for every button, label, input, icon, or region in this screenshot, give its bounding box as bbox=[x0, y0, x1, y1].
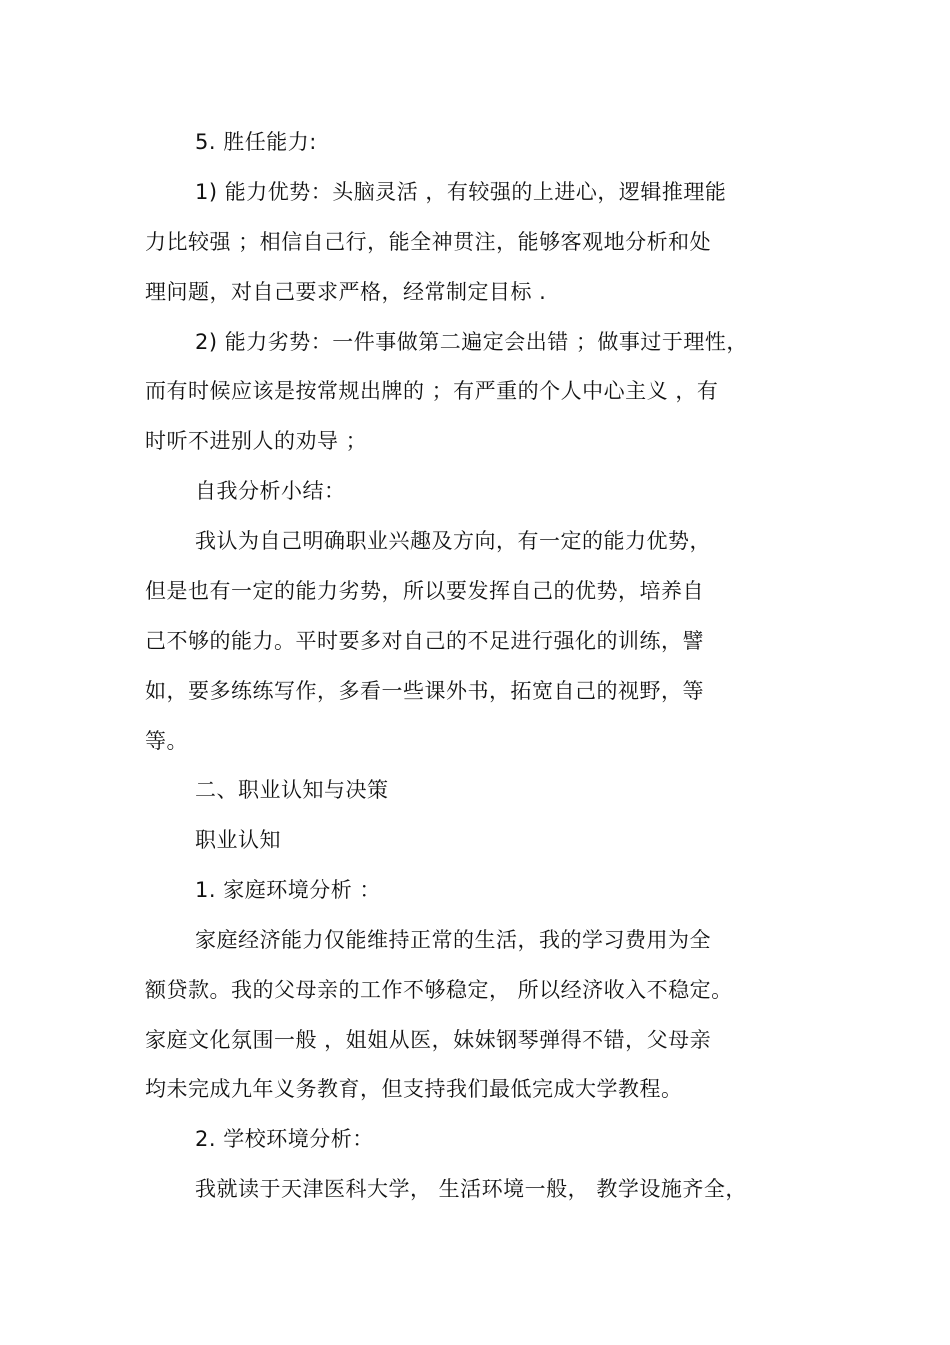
paragraph-line: 我就读于天津医科大学， 生活环境一般， 教学设施齐全， bbox=[195, 1177, 747, 1201]
subheading-self-analysis-summary: 自我分析小结： bbox=[195, 479, 346, 503]
subheading-school-environment: 2. 学校环境分析： bbox=[195, 1127, 374, 1151]
paragraph-line: 家庭经济能力仅能维持正常的生活，我的学习费用为全 bbox=[195, 928, 711, 952]
subheading-family-environment: 1. 家庭环境分析 ： bbox=[195, 878, 381, 902]
paragraph-line: 理问题，对自己要求严格，经常制定目标 . bbox=[145, 280, 547, 304]
paragraph-line: 我认为自己明确职业兴趣及方向，有一定的能力优势， bbox=[195, 529, 711, 553]
paragraph-line: 而有时候应该是按常规出牌的 ；有严重的个人中心主义 ，有 bbox=[145, 379, 719, 403]
paragraph-line: 时听不进别人的劝导 ； bbox=[145, 429, 368, 453]
paragraph-line: 己不够的能力。平时要多对自己的不足进行强化的训练，譬 bbox=[145, 629, 704, 653]
paragraph-line: 额贷款。我的父母亲的工作不够稳定， 所以经济收入不稳定。 bbox=[145, 978, 733, 1002]
paragraph-line: 均未完成九年义务教育，但支持我们最低完成大学教程。 bbox=[145, 1077, 683, 1101]
paragraph-line: 如，要多练练写作，多看一些课外书，拓宽自己的视野，等 bbox=[145, 679, 704, 703]
section-heading-career-cognition: 二、职业认知与决策 bbox=[195, 778, 389, 802]
subheading-career-cognition: 职业认知 bbox=[195, 828, 281, 852]
paragraph-line: 1) 能力优势：头脑灵活 ，有较强的上进心，逻辑推理能 bbox=[195, 180, 727, 204]
paragraph-line: 2) 能力劣势：一件事做第二遍定会出错 ；做事过于理性， bbox=[195, 330, 748, 354]
paragraph-line: 等。 bbox=[145, 729, 188, 753]
paragraph-line: 家庭文化氛围一般 ，姐姐从医，妹妹钢琴弹得不错，父母亲 bbox=[145, 1028, 712, 1052]
paragraph-line: 但是也有一定的能力劣势，所以要发挥自己的优势，培养自 bbox=[145, 579, 704, 603]
section-heading-competence: 5. 胜任能力: bbox=[195, 130, 317, 154]
paragraph-line: 力比较强 ；相信自己行，能全神贯注，能够客观地分析和处 bbox=[145, 230, 712, 254]
